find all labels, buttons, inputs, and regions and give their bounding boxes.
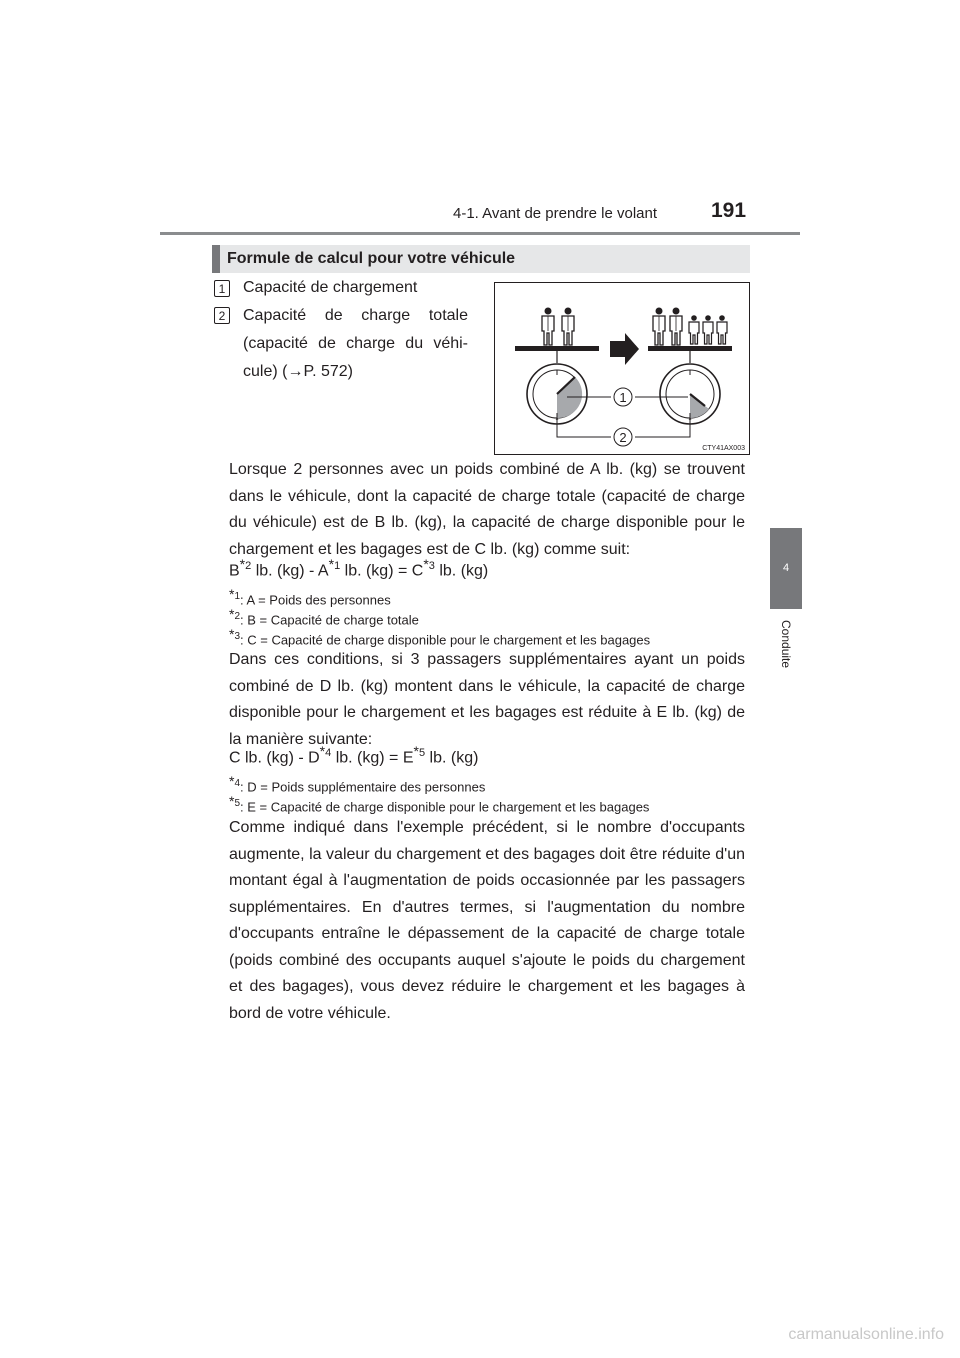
paragraph-3: Comme indiqué dans l'exemple précédent, si le nombre d'occupants augmente, la valeur du chargement et des bagages doit être réduite d'un montant égal à l'augmentation de poids occasionnée par les passagers supplémentaires. En d'autres termes, si l'augmentation du nombre d'occupants entraîne le dépassement de la capacité de charge totale (poids combiné des occupants auquel s'ajoute le poids du chargement et des bagages), vous devez réduire le chargement et les bagages à bord de votre véhicule.	[229, 819, 745, 1022]
paragraph-1: Lorsque 2 personnes avec un poids combiné de A lb. (kg) se trouvent dans le véhicule, dont la capacité de charge totale (capacité de charge du véhicule) est de B lb. (kg), la capacité de charge disponible pour le chargement et les bagages est de C lb. (kg) comme suit:	[229, 461, 745, 558]
formula-2-part: lb. (kg)	[425, 749, 479, 767]
footnote: $^{*1}$: A = Poids des personnes	[229, 586, 391, 608]
running-header: 4-1. Avant de prendre le volant	[453, 205, 658, 222]
item-2-line-2: (capacité de charge du véhi-	[243, 335, 468, 352]
section-title: Formule de calcul pour votre véhicule	[212, 245, 750, 273]
footnote: $^{*4}$: D = Poids supplémentaire des personnes	[229, 773, 486, 795]
figure-code: CTY41AX003	[702, 445, 745, 452]
formula-1-part: lb. (kg) = C	[340, 562, 424, 580]
item-number-2: 2	[214, 307, 230, 324]
formula-1-part: lb. (kg) - A	[251, 562, 329, 580]
footnote: $^{*3}$: C = Capacité de charge disponible pour le chargement et les bagages	[229, 626, 651, 648]
person-icon	[562, 308, 574, 346]
load-capacity-figure	[494, 282, 750, 455]
formula-2-part: lb. (kg) = E	[331, 749, 414, 767]
formula-1-sup: *3	[423, 556, 435, 572]
person-icon	[689, 315, 699, 344]
formula-1-sup: *1	[328, 556, 341, 572]
item-number-1: 1	[214, 280, 230, 297]
person-icon	[703, 315, 713, 344]
formula-1-part: B	[229, 562, 240, 580]
header-rule	[160, 232, 800, 235]
callout-label-2: 2	[619, 430, 627, 445]
person-icon	[717, 315, 727, 344]
formula-2-sup: *4	[319, 743, 332, 759]
formula-1	[229, 556, 488, 580]
paragraph-2: Dans ces conditions, si 3 passagers supplémentaires ayant un poids combiné de D lb. (kg) montent dans le véhicule, la capacité de charge disponible pour le chargement et les bagages est réduite à E lb. (kg) de la manière suivante:	[229, 651, 745, 748]
chapter-tab[interactable]	[770, 528, 802, 609]
right-shelf	[648, 346, 732, 351]
formula-1-part: lb. (kg)	[434, 562, 489, 580]
formula-2	[229, 743, 478, 767]
item-1-text: Capacité de chargement	[243, 279, 418, 296]
footer-watermark[interactable]: carmanualsonline.info	[788, 1326, 944, 1343]
arrow-right-icon	[610, 333, 639, 365]
person-icon	[542, 308, 554, 346]
svg-text:^: ^	[555, 418, 559, 424]
item-2-line-1: Capacité de charge totale	[243, 307, 468, 324]
person-icon	[670, 308, 682, 346]
figure-illustration	[495, 283, 749, 454]
person-icon	[653, 308, 665, 346]
footnote: $^{*2}$: B = Capacité de charge totale	[229, 606, 419, 628]
formula-1-sup: *2	[239, 556, 252, 572]
formula-2-part: C lb. (kg) - D	[229, 749, 320, 767]
footnote: $^{*5}$: E = Capacité de charge disponible pour le chargement et les bagages	[229, 793, 650, 815]
left-shelf	[515, 346, 599, 351]
item-2-text	[243, 302, 468, 386]
chapter-label: Conduite	[779, 620, 793, 669]
page-number: 191	[711, 199, 747, 222]
chapter-number: 4	[782, 562, 790, 574]
callout-label-1: 1	[619, 390, 627, 405]
item-2-line-3: cule) (→P. 572)	[243, 363, 353, 380]
svg-text:^: ^	[688, 418, 692, 424]
formula-2-sup: *5	[413, 743, 426, 759]
